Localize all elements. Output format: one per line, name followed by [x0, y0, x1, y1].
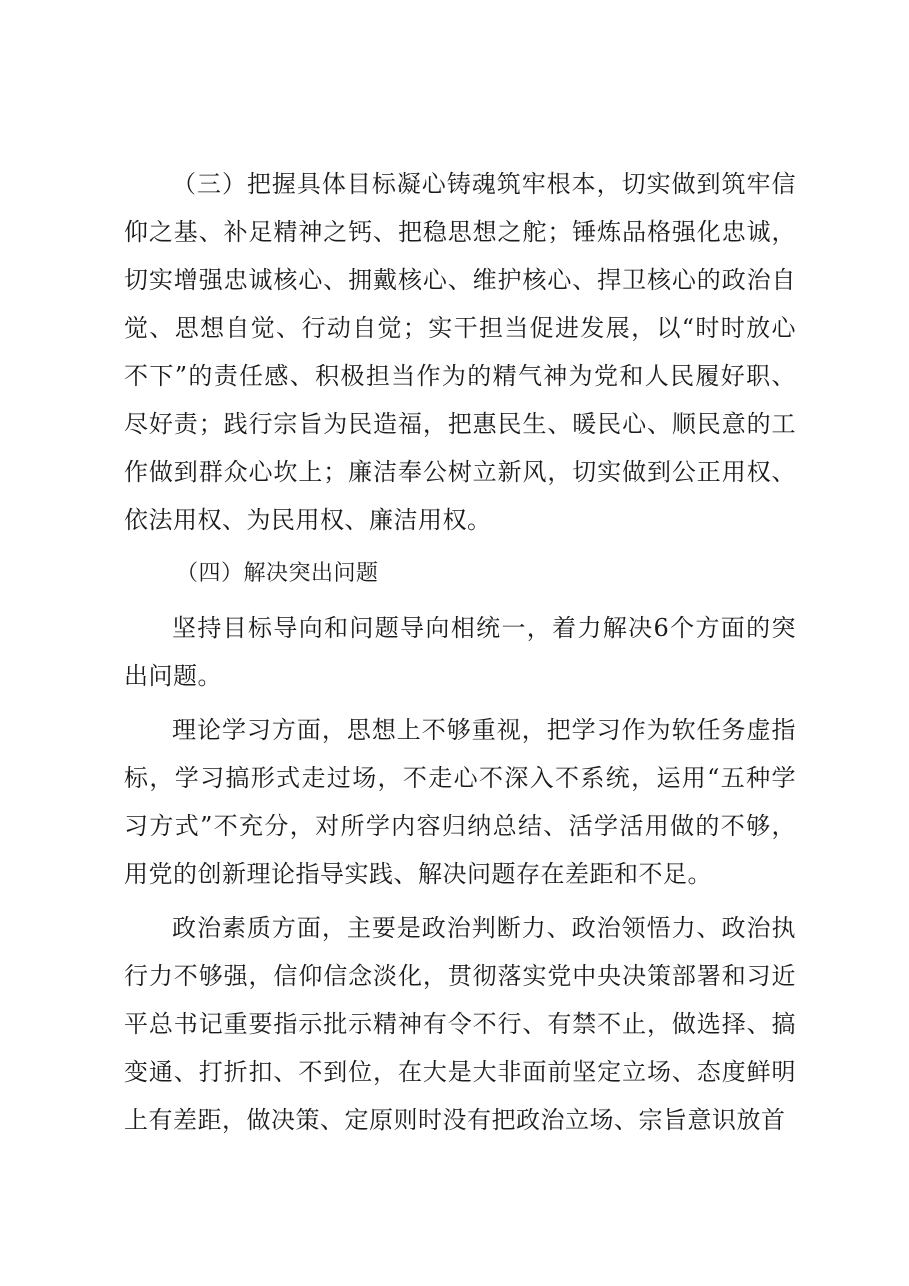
paragraph-political-quality: 政治素质方面，主要是政治判断力、政治领悟力、政治执行力不够强，信仰信念淡化，贯彻落实党中央决策部署和习近平总书记重要指示批示精神有令不行、有禁不止，做选择、搞变通、打折扣、不到位，在大是大非面前坚定立场、态度鲜明上有差距，做决策、定原则时没有把政治立场、宗旨意识放首	[124, 914, 796, 1134]
paragraph-problem-intro: 坚持目标导向和问题导向相统一，着力解决6个方面的突出问题。	[124, 614, 796, 690]
document-body	[124, 160, 796, 1144]
paragraph-objectives: （三）把握具体目标凝心铸魂筑牢根本，切实做到筑牢信仰之基、补足精神之钙、把稳思想之舵；锤炼品格强化忠诚，切实增强忠诚核心、拥戴核心、维护核心、捍卫核心的政治自觉、思想自觉、行动自觉；实干担当促进发展，以“时时放心不下”的责任感、积极担当作为的精气神为党和人民履好职、尽好责；践行宗旨为民造福，把惠民生、暖民心、顺民意的工作做到群众心坎上；廉洁奉公树立新风，切实做到公正用权、依法用权、为民用权、廉洁用权。	[124, 170, 796, 534]
section-heading-problems: （四）解决突出问题	[176, 561, 379, 586]
paragraph-theory-study: 理论学习方面，思想上不够重视，把学习作为软任务虚指标，学习搞形式走过场，不走心不深入不系统，运用“五种学习方式”不充分，对所学内容归纳总结、活学活用做的不够，用党的创新理论指导实践、解决问题存在差距和不足。	[124, 716, 796, 888]
